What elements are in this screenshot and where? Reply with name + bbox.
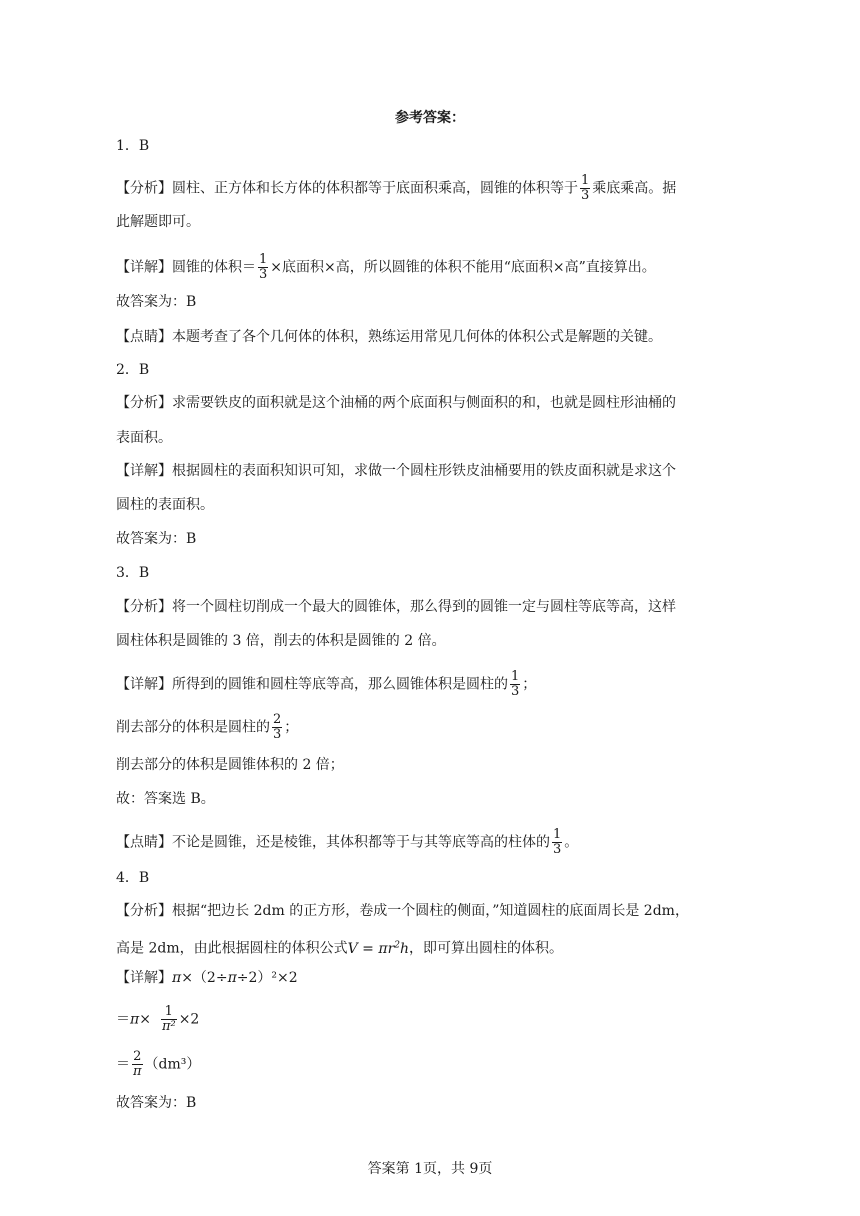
fraction-denominator: 3 xyxy=(273,727,282,742)
fraction-denominator: π² xyxy=(161,1019,176,1034)
fraction-denominator: 3 xyxy=(581,188,590,203)
analysis-1-cont: 此解题即可。 xyxy=(116,214,200,230)
formula-pi: π xyxy=(378,940,388,957)
fraction-one-third xyxy=(510,670,520,699)
solution-3-text: 【详解】所得到的圆锥和圆柱等底等高，那么圆锥体积是圆柱的 xyxy=(116,676,508,693)
answer-3: 故：答案选 B。 xyxy=(116,791,215,807)
fraction-denominator: π xyxy=(133,1064,142,1079)
analysis-4-text-end: ，即可算出圆柱的体积。 xyxy=(409,940,564,957)
page-footer: 答案第 1页，共 9页 xyxy=(367,1161,493,1177)
fraction-numerator: 2 xyxy=(133,1049,142,1064)
solution-3-line3: 削去部分的体积是圆锥体积的 2 倍； xyxy=(116,757,344,773)
answer-4: 故答案为：B xyxy=(116,1095,197,1111)
analysis-2: 【分析】求需要铁皮的面积就是这个油桶的两个底面积与侧面积的和，也就是圆柱形油桶的 xyxy=(116,395,676,411)
fraction-denominator: 3 xyxy=(259,267,268,282)
solution-4-expr: ×（2÷ xyxy=(181,970,228,986)
comment-1: 【点睛】本题考查了各个几何体的体积，熟练运用常见几何体的体积公式是解题的关键。 xyxy=(116,329,662,345)
fraction-numerator: 1 xyxy=(511,669,520,684)
analysis-1 xyxy=(116,174,676,203)
analysis-4-cont xyxy=(116,935,563,959)
solution-4-expr-end: ÷2）²×2 xyxy=(236,970,298,986)
fraction-two-over-pi xyxy=(132,1050,143,1079)
fraction-one-over-pi-squared xyxy=(161,1005,177,1034)
fraction-numerator: 1 xyxy=(581,173,590,188)
solution-1-text: 【详解】圆锥的体积＝ xyxy=(116,259,256,276)
pi-symbol: π xyxy=(130,1011,140,1028)
comment-3 xyxy=(116,828,578,857)
solution-3-line2-end: ； xyxy=(284,719,299,736)
solution-4-label: 【详解】 xyxy=(116,970,172,986)
fraction-numerator: 1 xyxy=(553,827,562,842)
solution-1-text-end: ×底面积×高，所以圆锥的体积不能用“底面积×高”直接算出。 xyxy=(270,259,656,276)
solution-3-line2-text: 削去部分的体积是圆柱的 xyxy=(116,719,270,736)
analysis-3: 【分析】将一个圆柱切削成一个最大的圆锥体，那么得到的圆锥一定与圆柱等底等高，这样 xyxy=(116,599,676,615)
solution-3-line2 xyxy=(116,713,298,742)
solution-2: 【详解】根据圆柱的表面积知识可知，求做一个圆柱形铁皮油桶要用的铁皮面积就是求这个 xyxy=(116,463,676,479)
solution-4-step3 xyxy=(116,1050,200,1079)
fraction-denominator: 3 xyxy=(553,842,562,857)
fraction-numerator: 1 xyxy=(259,252,268,267)
pi-symbol: π xyxy=(227,970,237,986)
question-number-2: 2．B xyxy=(116,362,150,378)
formula-equals: = xyxy=(357,940,379,957)
analysis-1-text: 【分析】圆柱、正方体和长方体的体积都等于底面积乘高，圆锥的体积等于 xyxy=(116,180,578,197)
formula-v: V xyxy=(347,940,358,957)
comment-3-text: 【点睛】不论是圆锥，还是棱锥，其体积都等于与其等底等高的柱体的 xyxy=(116,834,550,851)
solution-4 xyxy=(116,968,298,988)
solution-3 xyxy=(116,670,536,699)
step3-equals: ＝ xyxy=(116,1056,130,1073)
fraction-numerator: 2 xyxy=(273,712,282,727)
formula-volume xyxy=(348,941,409,957)
solution-4-step2 xyxy=(116,1005,199,1034)
formula-square: 2 xyxy=(394,940,401,950)
fraction-one-third xyxy=(552,828,562,857)
analysis-2-cont: 表面积。 xyxy=(116,430,172,446)
fraction-one-third xyxy=(258,253,268,282)
comment-3-text-end: 。 xyxy=(564,834,579,851)
question-number-4: 4．B xyxy=(116,870,150,886)
question-number-3: 3．B xyxy=(116,565,150,581)
formula-r: r xyxy=(387,940,395,957)
answer-1: 故答案为：B xyxy=(116,294,197,310)
step3-unit: （dm³） xyxy=(144,1056,201,1073)
solution-2-cont: 圆柱的表面积。 xyxy=(116,497,214,513)
solution-3-text-end: ； xyxy=(522,676,537,693)
analysis-4-text: 高是 2dm，由此根据圆柱的体积公式 xyxy=(116,940,348,957)
page-title: 参考答案： xyxy=(395,110,465,126)
fraction-denominator: 3 xyxy=(511,684,520,699)
analysis-3-cont: 圆柱体积是圆锥的 3 倍，削去的体积是圆锥的 2 倍。 xyxy=(116,633,446,649)
step2-equals: ＝ xyxy=(116,1011,130,1028)
analysis-4: 【分析】根据“把边长 2dm 的正方形，卷成一个圆柱的侧面，”知道圆柱的底面周长是 2dm， xyxy=(116,903,689,919)
fraction-one-third xyxy=(580,174,590,203)
solution-1 xyxy=(116,253,656,282)
pi-symbol: π xyxy=(172,970,182,986)
analysis-1-text-end: 乘底乘高。据 xyxy=(592,180,677,197)
step2-times: × xyxy=(139,1011,151,1028)
answer-2: 故答案为：B xyxy=(116,531,197,547)
step2-times-two: ×2 xyxy=(178,1011,200,1028)
fraction-two-thirds xyxy=(272,713,282,742)
question-number-1: 1．B xyxy=(116,138,150,154)
fraction-numerator: 1 xyxy=(164,1004,173,1019)
formula-h: h xyxy=(400,940,410,957)
